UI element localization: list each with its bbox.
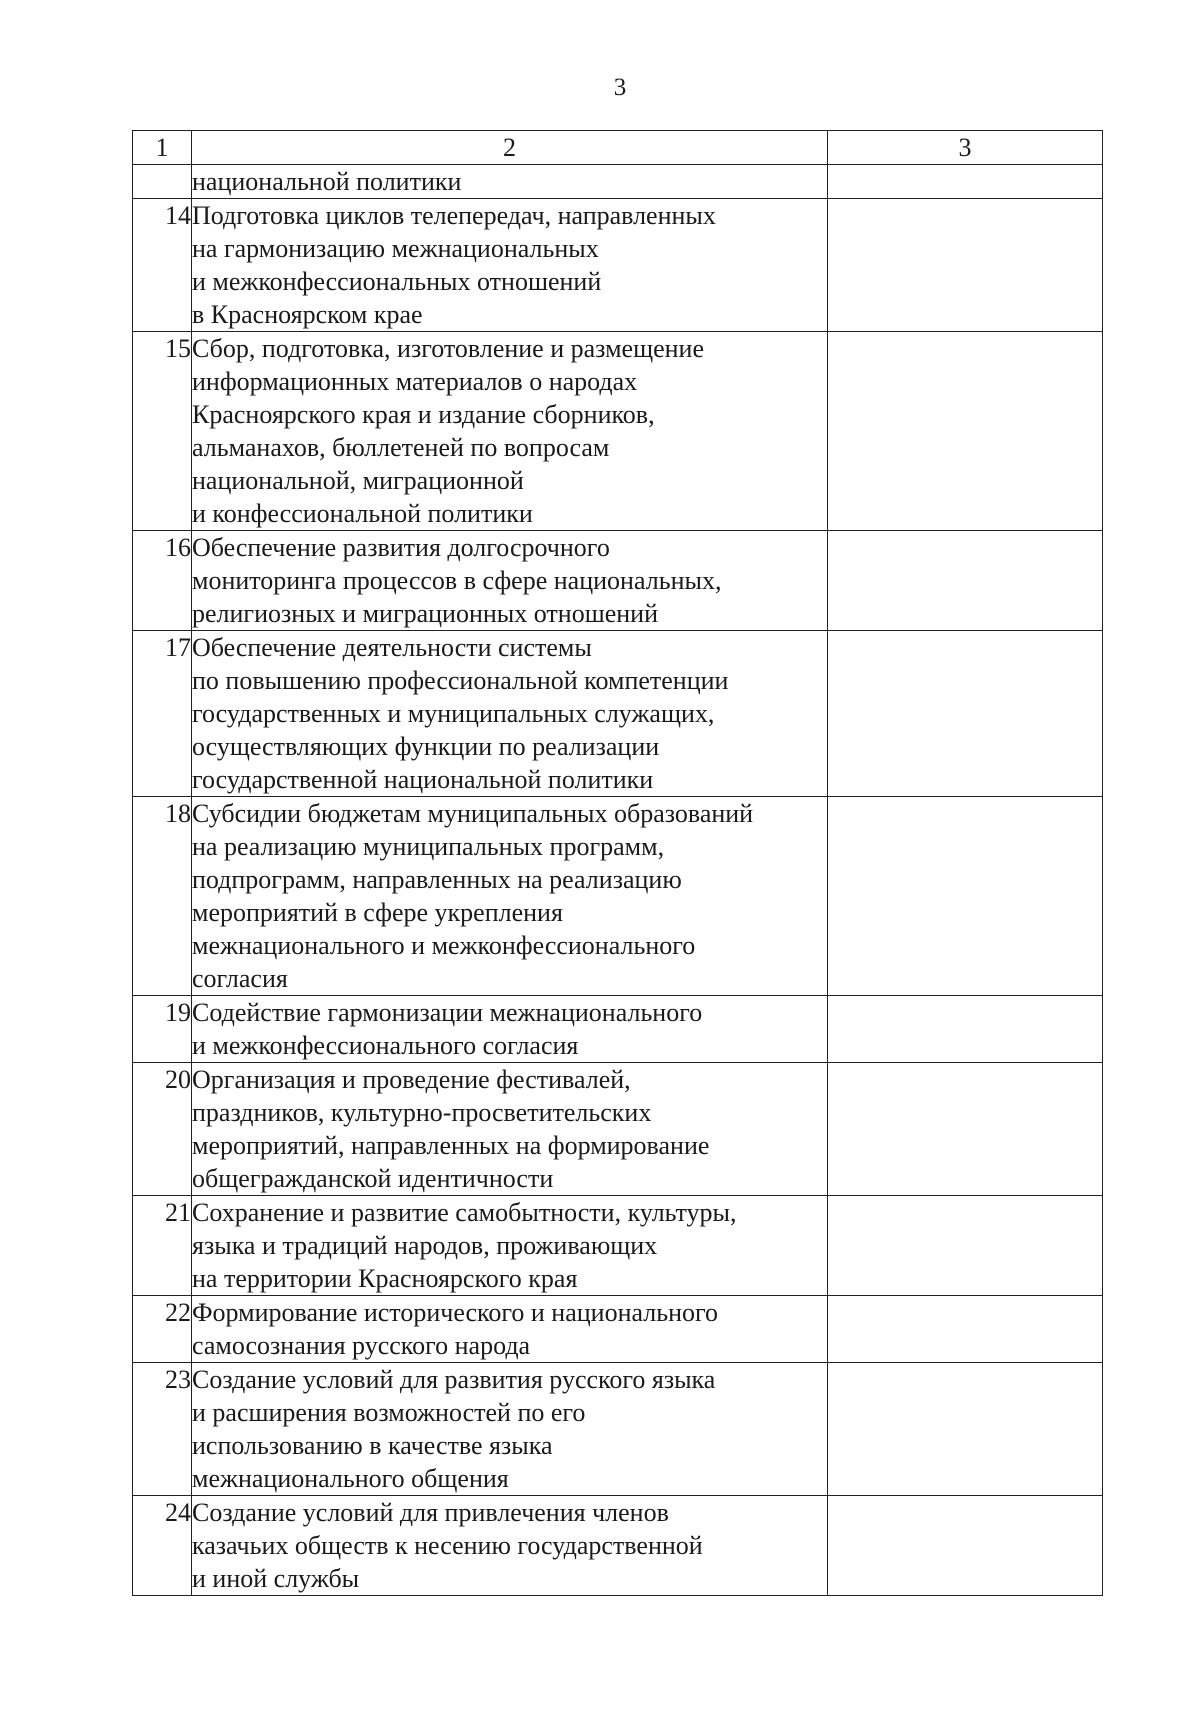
description-line: и иной службы <box>192 1564 360 1593</box>
row-number: 22 <box>133 1296 192 1363</box>
row-description <box>192 332 828 531</box>
description-line: межнационального общения <box>192 1464 509 1493</box>
table-row <box>133 199 1103 332</box>
description-line: Содействие гармонизации межнационального <box>192 998 703 1027</box>
description-line: государственных и муниципальных служащих, <box>192 699 715 728</box>
row-column-3 <box>828 631 1103 797</box>
description-line: Субсидии бюджетам муниципальных образований <box>192 799 754 828</box>
column-header-1: 1 <box>133 131 192 165</box>
description-line: Создание условий для развития русского языка <box>192 1365 716 1394</box>
description-line: Красноярского края и издание сборников, <box>192 400 655 429</box>
description-line: информационных материалов о народах <box>192 367 638 396</box>
page-number: 3 <box>613 74 627 101</box>
description-line: согласия <box>192 964 288 993</box>
description-line: на гармонизацию межнациональных <box>192 234 599 263</box>
table-body <box>133 165 1103 1596</box>
description-line: общегражданской идентичности <box>192 1164 554 1193</box>
row-number: 18 <box>133 797 192 996</box>
table-row <box>133 996 1103 1063</box>
row-column-3 <box>828 1296 1103 1363</box>
row-number <box>133 165 192 199</box>
row-column-3 <box>828 996 1103 1063</box>
description-line: на территории Красноярского края <box>192 1264 578 1293</box>
description-line: национальной политики <box>192 167 462 196</box>
description-line: Обеспечение развития долгосрочного <box>192 533 610 562</box>
table-row <box>133 797 1103 996</box>
description-line: альманахов, бюллетеней по вопросам <box>192 433 610 462</box>
description-line: мониторинга процессов в сфере национальных, <box>192 566 722 595</box>
description-line: Формирование исторического и национального <box>192 1298 719 1327</box>
description-line: и межконфессиональных отношений <box>192 267 602 296</box>
row-description <box>192 797 828 996</box>
description-line: мероприятий, направленных на формирование <box>192 1131 710 1160</box>
description-line: в Красноярском крае <box>192 300 423 329</box>
row-number: 21 <box>133 1196 192 1296</box>
row-number: 19 <box>133 996 192 1063</box>
description-line: государственной национальной политики <box>192 765 654 794</box>
row-column-3 <box>828 1063 1103 1196</box>
table-row <box>133 165 1103 199</box>
row-column-3 <box>828 199 1103 332</box>
description-line: на реализацию муниципальных программ, <box>192 832 665 861</box>
row-number: 20 <box>133 1063 192 1196</box>
row-column-3 <box>828 797 1103 996</box>
description-line: казачьих обществ к несению государственной <box>192 1531 703 1560</box>
table-header-row <box>133 131 1103 165</box>
description-line: праздников, культурно-просветительских <box>192 1098 652 1127</box>
description-line: религиозных и миграционных отношений <box>192 599 659 628</box>
table-row <box>133 1363 1103 1496</box>
table-row <box>133 631 1103 797</box>
row-column-3 <box>828 1496 1103 1596</box>
measures-table <box>132 130 1103 1596</box>
description-line: Подготовка циклов телепередач, направленных <box>192 201 716 230</box>
description-line: самосознания русского народа <box>192 1331 531 1360</box>
row-description <box>192 1496 828 1596</box>
row-description <box>192 1296 828 1363</box>
row-description <box>192 1363 828 1496</box>
row-description <box>192 631 828 797</box>
row-column-3 <box>828 1363 1103 1496</box>
row-column-3 <box>828 531 1103 631</box>
table-row <box>133 1296 1103 1363</box>
description-line: и расширения возможностей по его <box>192 1398 586 1427</box>
row-number: 23 <box>133 1363 192 1496</box>
column-header-2: 2 <box>192 131 828 165</box>
row-description <box>192 1063 828 1196</box>
description-line: Сохранение и развитие самобытности, культуры, <box>192 1198 737 1227</box>
row-description <box>192 165 828 199</box>
row-number: 16 <box>133 531 192 631</box>
row-description <box>192 1196 828 1296</box>
row-column-3 <box>828 165 1103 199</box>
row-description <box>192 199 828 332</box>
table-row <box>133 1063 1103 1196</box>
description-line: мероприятий в сфере укрепления <box>192 898 563 927</box>
table-row <box>133 1196 1103 1296</box>
description-line: и межконфессионального согласия <box>192 1031 579 1060</box>
row-number: 14 <box>133 199 192 332</box>
row-column-3 <box>828 1196 1103 1296</box>
description-line: и конфессиональной политики <box>192 499 533 528</box>
description-line: по повышению профессиональной компетенции <box>192 666 729 695</box>
description-line: осуществляющих функции по реализации <box>192 732 660 761</box>
description-line: использованию в качестве языка <box>192 1431 553 1460</box>
description-line: Создание условий для привлечения членов <box>192 1498 669 1527</box>
description-line: межнационального и межконфессионального <box>192 931 696 960</box>
description-line: Сбор, подготовка, изготовление и размещение <box>192 334 705 363</box>
description-line: подпрограмм, направленных на реализацию <box>192 865 682 894</box>
row-column-3 <box>828 332 1103 531</box>
description-line: Обеспечение деятельности системы <box>192 633 592 662</box>
column-header-3: 3 <box>828 131 1103 165</box>
row-number: 15 <box>133 332 192 531</box>
row-description <box>192 531 828 631</box>
table-row <box>133 332 1103 531</box>
description-line: Организация и проведение фестивалей, <box>192 1065 631 1094</box>
row-number: 24 <box>133 1496 192 1596</box>
table-row <box>133 1496 1103 1596</box>
table-row <box>133 531 1103 631</box>
row-description <box>192 996 828 1063</box>
description-line: языка и традиций народов, проживающих <box>192 1231 658 1260</box>
description-line: национальной, миграционной <box>192 466 524 495</box>
row-number: 17 <box>133 631 192 797</box>
